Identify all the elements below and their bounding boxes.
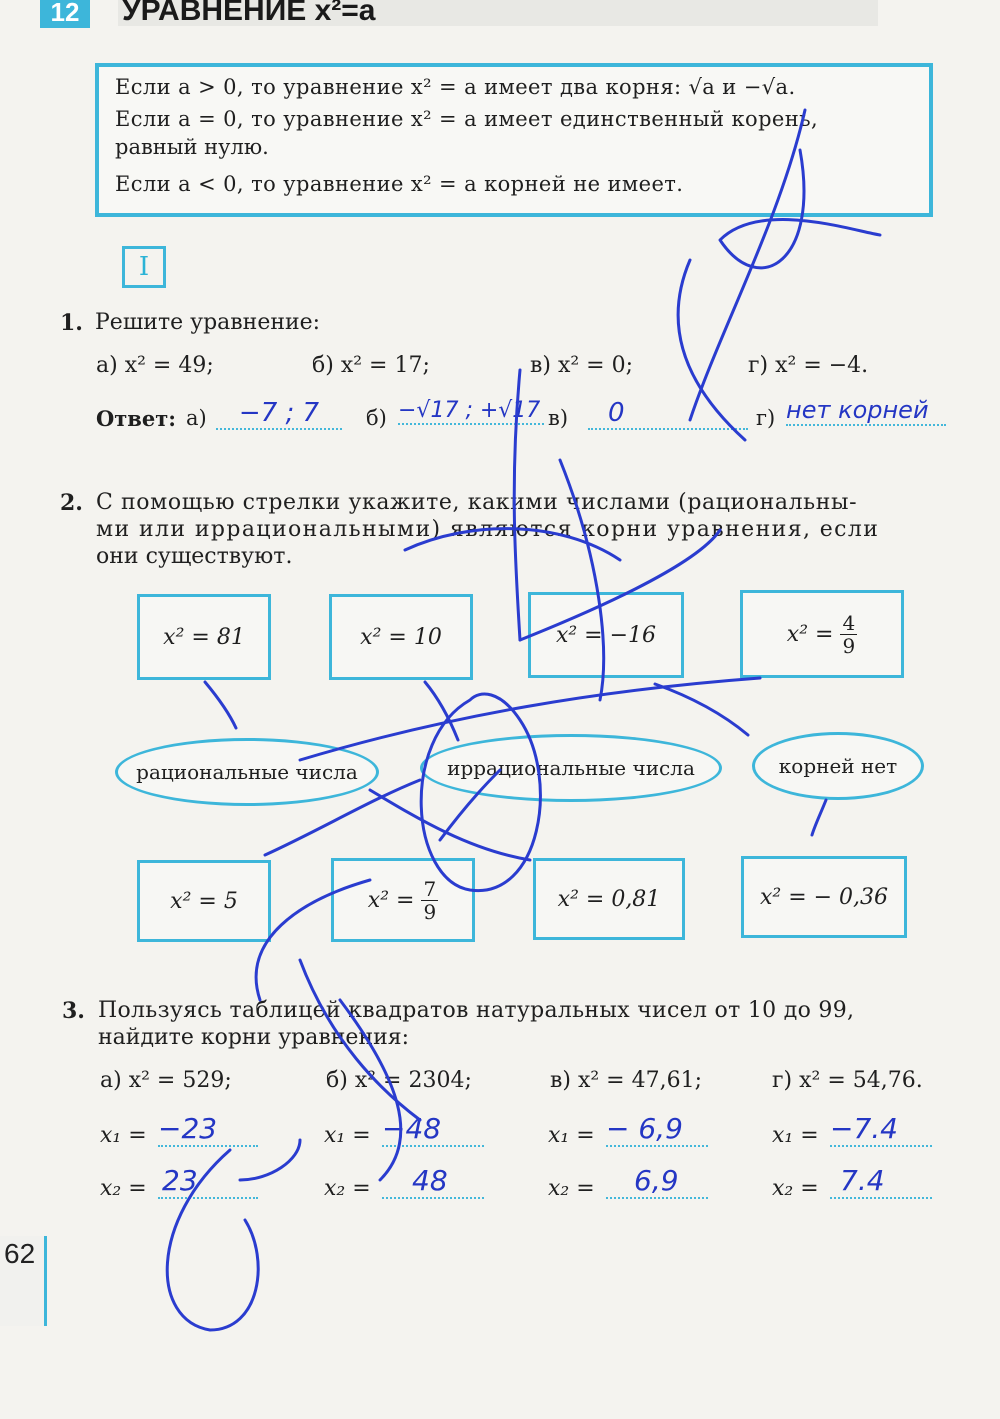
- x2-answer-c: 6,9: [606, 1164, 708, 1199]
- x1-label-c: x₁ =: [548, 1123, 595, 1148]
- task1-answer-a: −7 ; 7: [216, 398, 342, 430]
- chapter-title: УРАВНЕНИЕ x²=a: [122, 0, 376, 27]
- equation-text: x² = 5: [170, 888, 238, 914]
- equation-text: x² = 0,81: [557, 886, 661, 912]
- scribble-stroke: [240, 1140, 300, 1180]
- task1-answer-c: 0: [588, 398, 748, 430]
- task2-number: 2.: [60, 490, 83, 516]
- task1-answer-letter-b: б): [366, 406, 387, 430]
- equation-text: x² =: [786, 621, 834, 647]
- x1-answer-c: − 6,9: [606, 1112, 708, 1147]
- task3-item-a: а) x² = 529;: [100, 1068, 232, 1093]
- task3-item-c: в) x² = 47,61;: [550, 1068, 703, 1093]
- task3-item-b: б) x² = 2304;: [326, 1068, 472, 1093]
- equation-text: x² =: [367, 887, 415, 913]
- x2-label-c: x₂ =: [548, 1176, 595, 1201]
- arrow-79: [440, 770, 500, 840]
- scribble-stroke: [678, 260, 745, 440]
- x2-label-a: x₂ =: [100, 1176, 147, 1201]
- category-label: корней нет: [778, 754, 898, 778]
- x1-label-a: x₁ =: [100, 1123, 147, 1148]
- x1-answer-b: −48: [382, 1112, 484, 1147]
- task1-item-a: а) x² = 49;: [96, 353, 214, 378]
- scribble-stroke: [520, 530, 720, 640]
- equation-text: x² = 10: [360, 624, 442, 650]
- arrow-minus16: [655, 684, 748, 735]
- x1-answer-a: −23: [158, 1112, 258, 1147]
- fraction-denominator: 9: [423, 899, 437, 924]
- task1-item-d: г) x² = −4.: [748, 353, 869, 378]
- x2-label-d: x₂ =: [772, 1176, 819, 1201]
- rule-line-1: Если a > 0, то уравнение x² = a имеет два корня: √a и −√a.: [115, 75, 796, 99]
- arrow-long: [300, 678, 760, 760]
- task1-answer-b: −√17 ; +√17: [398, 398, 544, 425]
- category-label: рациональные числа: [136, 760, 358, 784]
- task3-line-2: найдите корни уравнения:: [98, 1025, 410, 1050]
- task3-line-1: Пользуясь таблицей квадратов натуральных чисел от 10 до 99,: [98, 998, 855, 1023]
- x1-answer-d: −7.4: [830, 1112, 932, 1147]
- section-label: I: [138, 252, 150, 282]
- task1-answer-d: нет корней: [786, 396, 946, 426]
- x2-answer-b: 48: [382, 1164, 484, 1199]
- scribble-stroke: [167, 1150, 258, 1330]
- rule-line-2: Если a = 0, то уравнение x² = a имеет единственный корень,: [115, 107, 819, 131]
- category-label: иррациональные числа: [447, 756, 695, 780]
- scribble-stroke: [720, 150, 880, 268]
- task2-line-3: они существуют.: [96, 544, 293, 569]
- fraction-numerator: 4: [842, 610, 856, 635]
- x2-label-b: x₂ =: [324, 1176, 371, 1201]
- arrow-81: [205, 682, 236, 728]
- x1-label-d: x₁ =: [772, 1123, 819, 1148]
- x1-label-b: x₁ =: [324, 1123, 371, 1148]
- scribble-stroke: [560, 460, 604, 700]
- task1-item-b: б) x² = 17;: [312, 353, 430, 378]
- x2-answer-d: 7.4: [830, 1164, 932, 1199]
- task3-item-d: г) x² = 54,76.: [772, 1068, 923, 1093]
- task1-answer-letter-c: в): [548, 406, 569, 430]
- task1-number: 1.: [60, 310, 83, 336]
- scribble-stroke: [514, 370, 520, 640]
- scribble-stroke: [300, 960, 420, 1120]
- fraction-denominator: 9: [842, 633, 856, 658]
- task1-answer-letter-a: а): [186, 406, 207, 430]
- page-number: 62: [4, 1238, 36, 1269]
- task2-line-2: ми или иррациональными) являются корни уравнения, если: [96, 517, 880, 542]
- arrow-5: [265, 780, 420, 855]
- equation-text: x² = 81: [163, 624, 245, 650]
- task1-text: Решите уравнение:: [95, 310, 321, 335]
- task1-answer-label: Ответ:: [96, 406, 177, 431]
- chapter-number: 12: [50, 0, 80, 27]
- equation-text: x² = − 0,36: [759, 884, 889, 910]
- arrow-036: [812, 800, 826, 835]
- task1-answer-letter-d: г): [756, 406, 776, 430]
- rule-line-3: равный нулю.: [115, 135, 269, 159]
- equation-text: x² = −16: [555, 622, 657, 648]
- scribble-stroke: [405, 529, 620, 560]
- fraction-numerator: 7: [423, 876, 437, 901]
- task1-item-c: в) x² = 0;: [530, 353, 634, 378]
- rule-line-4: Если a < 0, то уравнение x² = a корней не имеет.: [115, 172, 684, 196]
- task2-line-1: С помощью стрелки укажите, какими числами (рациональны-: [96, 490, 858, 515]
- x2-answer-a: 23: [158, 1164, 258, 1199]
- scribble-stroke: [340, 1000, 401, 1180]
- task3-number: 3.: [62, 998, 85, 1024]
- scribble-stroke: [256, 880, 370, 1000]
